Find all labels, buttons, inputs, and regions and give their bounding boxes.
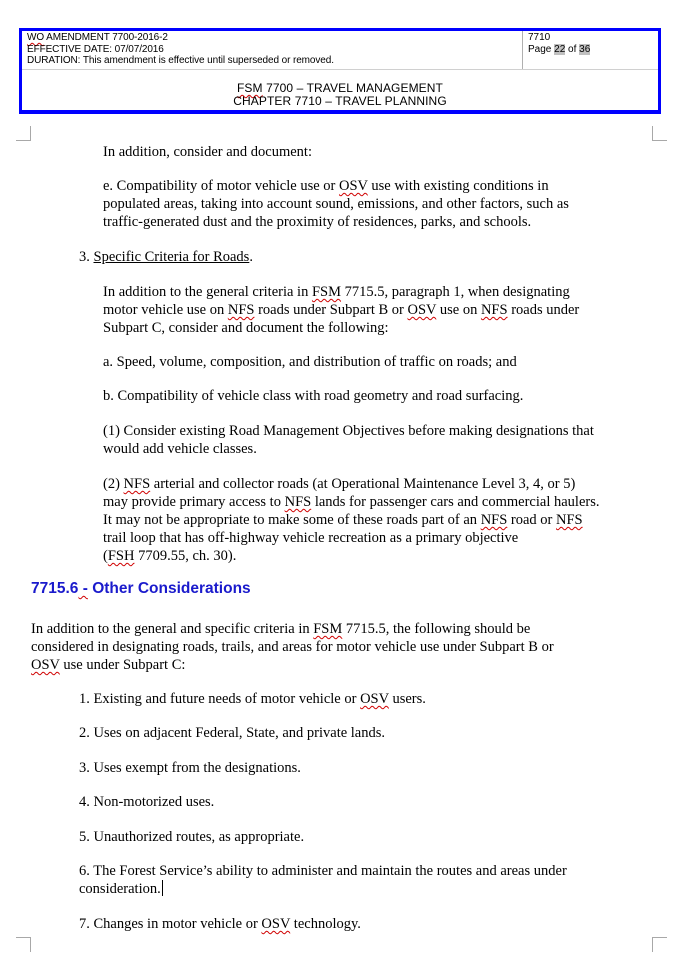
list-item[interactable]: 2. Uses on adjacent Federal, State, and private lands. <box>79 725 386 741</box>
item-e-paragraph[interactable] <box>103 177 569 231</box>
text-line: 6. The Forest Service’s ability to administer and maintain the routes and areas under <box>79 863 567 879</box>
heading-number: 7715.6 <box>31 580 79 597</box>
text-run: consideration. <box>79 881 161 897</box>
chapter-code: 7710 <box>528 32 551 43</box>
text-line: traffic-generated dust and the proximity of residences, parks, and schools. <box>103 214 532 230</box>
spelling-flag[interactable]: FSM <box>237 81 263 95</box>
header-page-info <box>528 32 590 55</box>
section-title: Specific Criteria for Roads <box>93 249 250 265</box>
list-item[interactable]: 5. Unauthorized routes, as appropriate. <box>79 829 305 845</box>
list-item[interactable] <box>79 915 361 933</box>
title-line-2: CHAPTER 7710 – TRAVEL PLANNING <box>233 94 447 108</box>
list-item[interactable]: 3. Uses exempt from the designations. <box>79 760 301 776</box>
spelling-flag[interactable]: NFS <box>284 494 312 510</box>
text-run: ( <box>103 548 108 564</box>
spelling-flag[interactable]: FSM <box>313 621 343 637</box>
text-run: It may not be appropriate to make some of these roads part of an <box>103 512 481 528</box>
amendment-line <box>27 32 334 44</box>
text-run: roads under <box>507 302 580 318</box>
text-run: In addition to the general and specific criteria in <box>31 621 314 637</box>
text-run: . <box>249 249 253 265</box>
text-run: e. Compatibility of motor vehicle use or <box>103 178 339 194</box>
text-line: considered in designating roads, trails, and areas for motor vehicle use under Subpart B or <box>31 639 554 655</box>
heading-title: Other Considerations <box>87 580 251 597</box>
page-label: Page <box>528 43 555 55</box>
list-item[interactable] <box>79 862 567 898</box>
spelling-flag[interactable]: OSV <box>261 916 291 932</box>
duration: DURATION: This amendment is effective until superseded or removed. <box>27 55 334 66</box>
page-total-field[interactable]: 36 <box>579 43 591 55</box>
text-run: lands for passenger cars and commercial haulers. <box>311 494 600 510</box>
text-run: use with existing conditions in <box>367 178 549 194</box>
text-run: 1. Existing and future needs of motor vehicle or <box>79 691 361 707</box>
text-line: (1) Consider existing Road Management Objectives before making designations that <box>103 423 594 439</box>
crop-mark-bottom-right <box>652 937 667 952</box>
list-item[interactable] <box>79 690 426 708</box>
item-1-paragraph[interactable] <box>103 422 594 458</box>
page-current-field[interactable]: 22 <box>554 43 566 55</box>
spelling-flag[interactable]: NFS <box>123 476 151 492</box>
text-line: Subpart C, consider and document the following: <box>103 320 389 336</box>
text-line: trail loop that has off-highway vehicle recreation as a primary objective <box>103 530 519 546</box>
spelling-flag[interactable]: OSV <box>31 657 60 673</box>
effective-date: EFFECTIVE DATE: 07/07/2016 <box>27 43 164 55</box>
text-line: would add vehicle classes. <box>103 441 257 457</box>
text-run: use on <box>436 302 481 318</box>
section-number: 3. <box>79 249 94 265</box>
text-run: 7. Changes in motor vehicle or <box>79 916 262 932</box>
spelling-flag[interactable]: NFS <box>556 512 583 528</box>
text-line: populated areas, taking into account sound, emissions, and other factors, such as <box>103 196 569 212</box>
intro-paragraph[interactable]: In addition, consider and document: <box>103 144 312 160</box>
text-run: motor vehicle use on <box>103 302 228 318</box>
spelling-flag[interactable]: - <box>78 580 88 597</box>
title-text: 7700 – TRAVEL MANAGEMENT <box>262 81 443 95</box>
section-3-paragraph[interactable] <box>103 283 579 337</box>
crop-mark-top-left <box>16 126 31 141</box>
section-3-heading[interactable] <box>79 248 253 266</box>
text-run: 7709.55, ch. 30). <box>134 548 237 564</box>
text-run: roads under Subpart B or <box>254 302 408 318</box>
text-run: may provide primary access to <box>103 494 285 510</box>
text-run: 7715.5, the following should be <box>342 621 531 637</box>
text-run: 7715.5, paragraph 1, when designating <box>341 284 570 300</box>
page-of-label: of <box>565 43 580 55</box>
crop-mark-top-right <box>652 126 667 141</box>
header-divider <box>522 31 523 69</box>
item-2-paragraph[interactable] <box>103 475 599 565</box>
spelling-flag[interactable]: OSV <box>338 178 368 194</box>
spelling-flag[interactable]: OSV <box>360 691 389 707</box>
spelling-flag[interactable]: NFS <box>480 302 508 318</box>
header-top-row <box>22 31 658 70</box>
list-item[interactable]: 4. Non-motorized uses. <box>79 794 215 810</box>
text-run: use under Subpart C: <box>59 657 186 673</box>
spelling-flag[interactable]: OSV <box>407 302 437 318</box>
crop-mark-bottom-left <box>16 937 31 952</box>
text-run: users. <box>388 691 426 707</box>
amendment-text: AMENDMENT 7700-2016-2 <box>44 32 168 43</box>
text-run: technology. <box>290 916 361 932</box>
spelling-flag[interactable]: FSM <box>311 284 341 300</box>
other-considerations-paragraph[interactable] <box>31 620 554 674</box>
text-cursor <box>162 880 163 896</box>
item-b-paragraph[interactable]: b. Compatibility of vehicle class with road geometry and road surfacing. <box>103 388 524 404</box>
text-run: (2) <box>103 476 124 492</box>
text-run: In addition to the general criteria in <box>103 284 312 300</box>
page-number <box>528 44 590 56</box>
spelling-flag[interactable]: FSH <box>107 548 135 564</box>
spelling-flag[interactable]: NFS <box>227 302 255 318</box>
header-title <box>22 82 658 108</box>
header-meta <box>27 32 334 67</box>
section-heading-7715-6[interactable] <box>31 580 251 598</box>
text-run: arterial and collector roads (at Operational Maintenance Level 3, 4, or 5) <box>150 476 576 492</box>
spelling-flag[interactable]: NFS <box>480 512 508 528</box>
spelling-flag[interactable]: WO <box>27 32 45 43</box>
document-header <box>19 28 661 114</box>
text-run: road or <box>507 512 557 528</box>
item-a-paragraph[interactable]: a. Speed, volume, composition, and distribution of traffic on roads; and <box>103 354 517 370</box>
